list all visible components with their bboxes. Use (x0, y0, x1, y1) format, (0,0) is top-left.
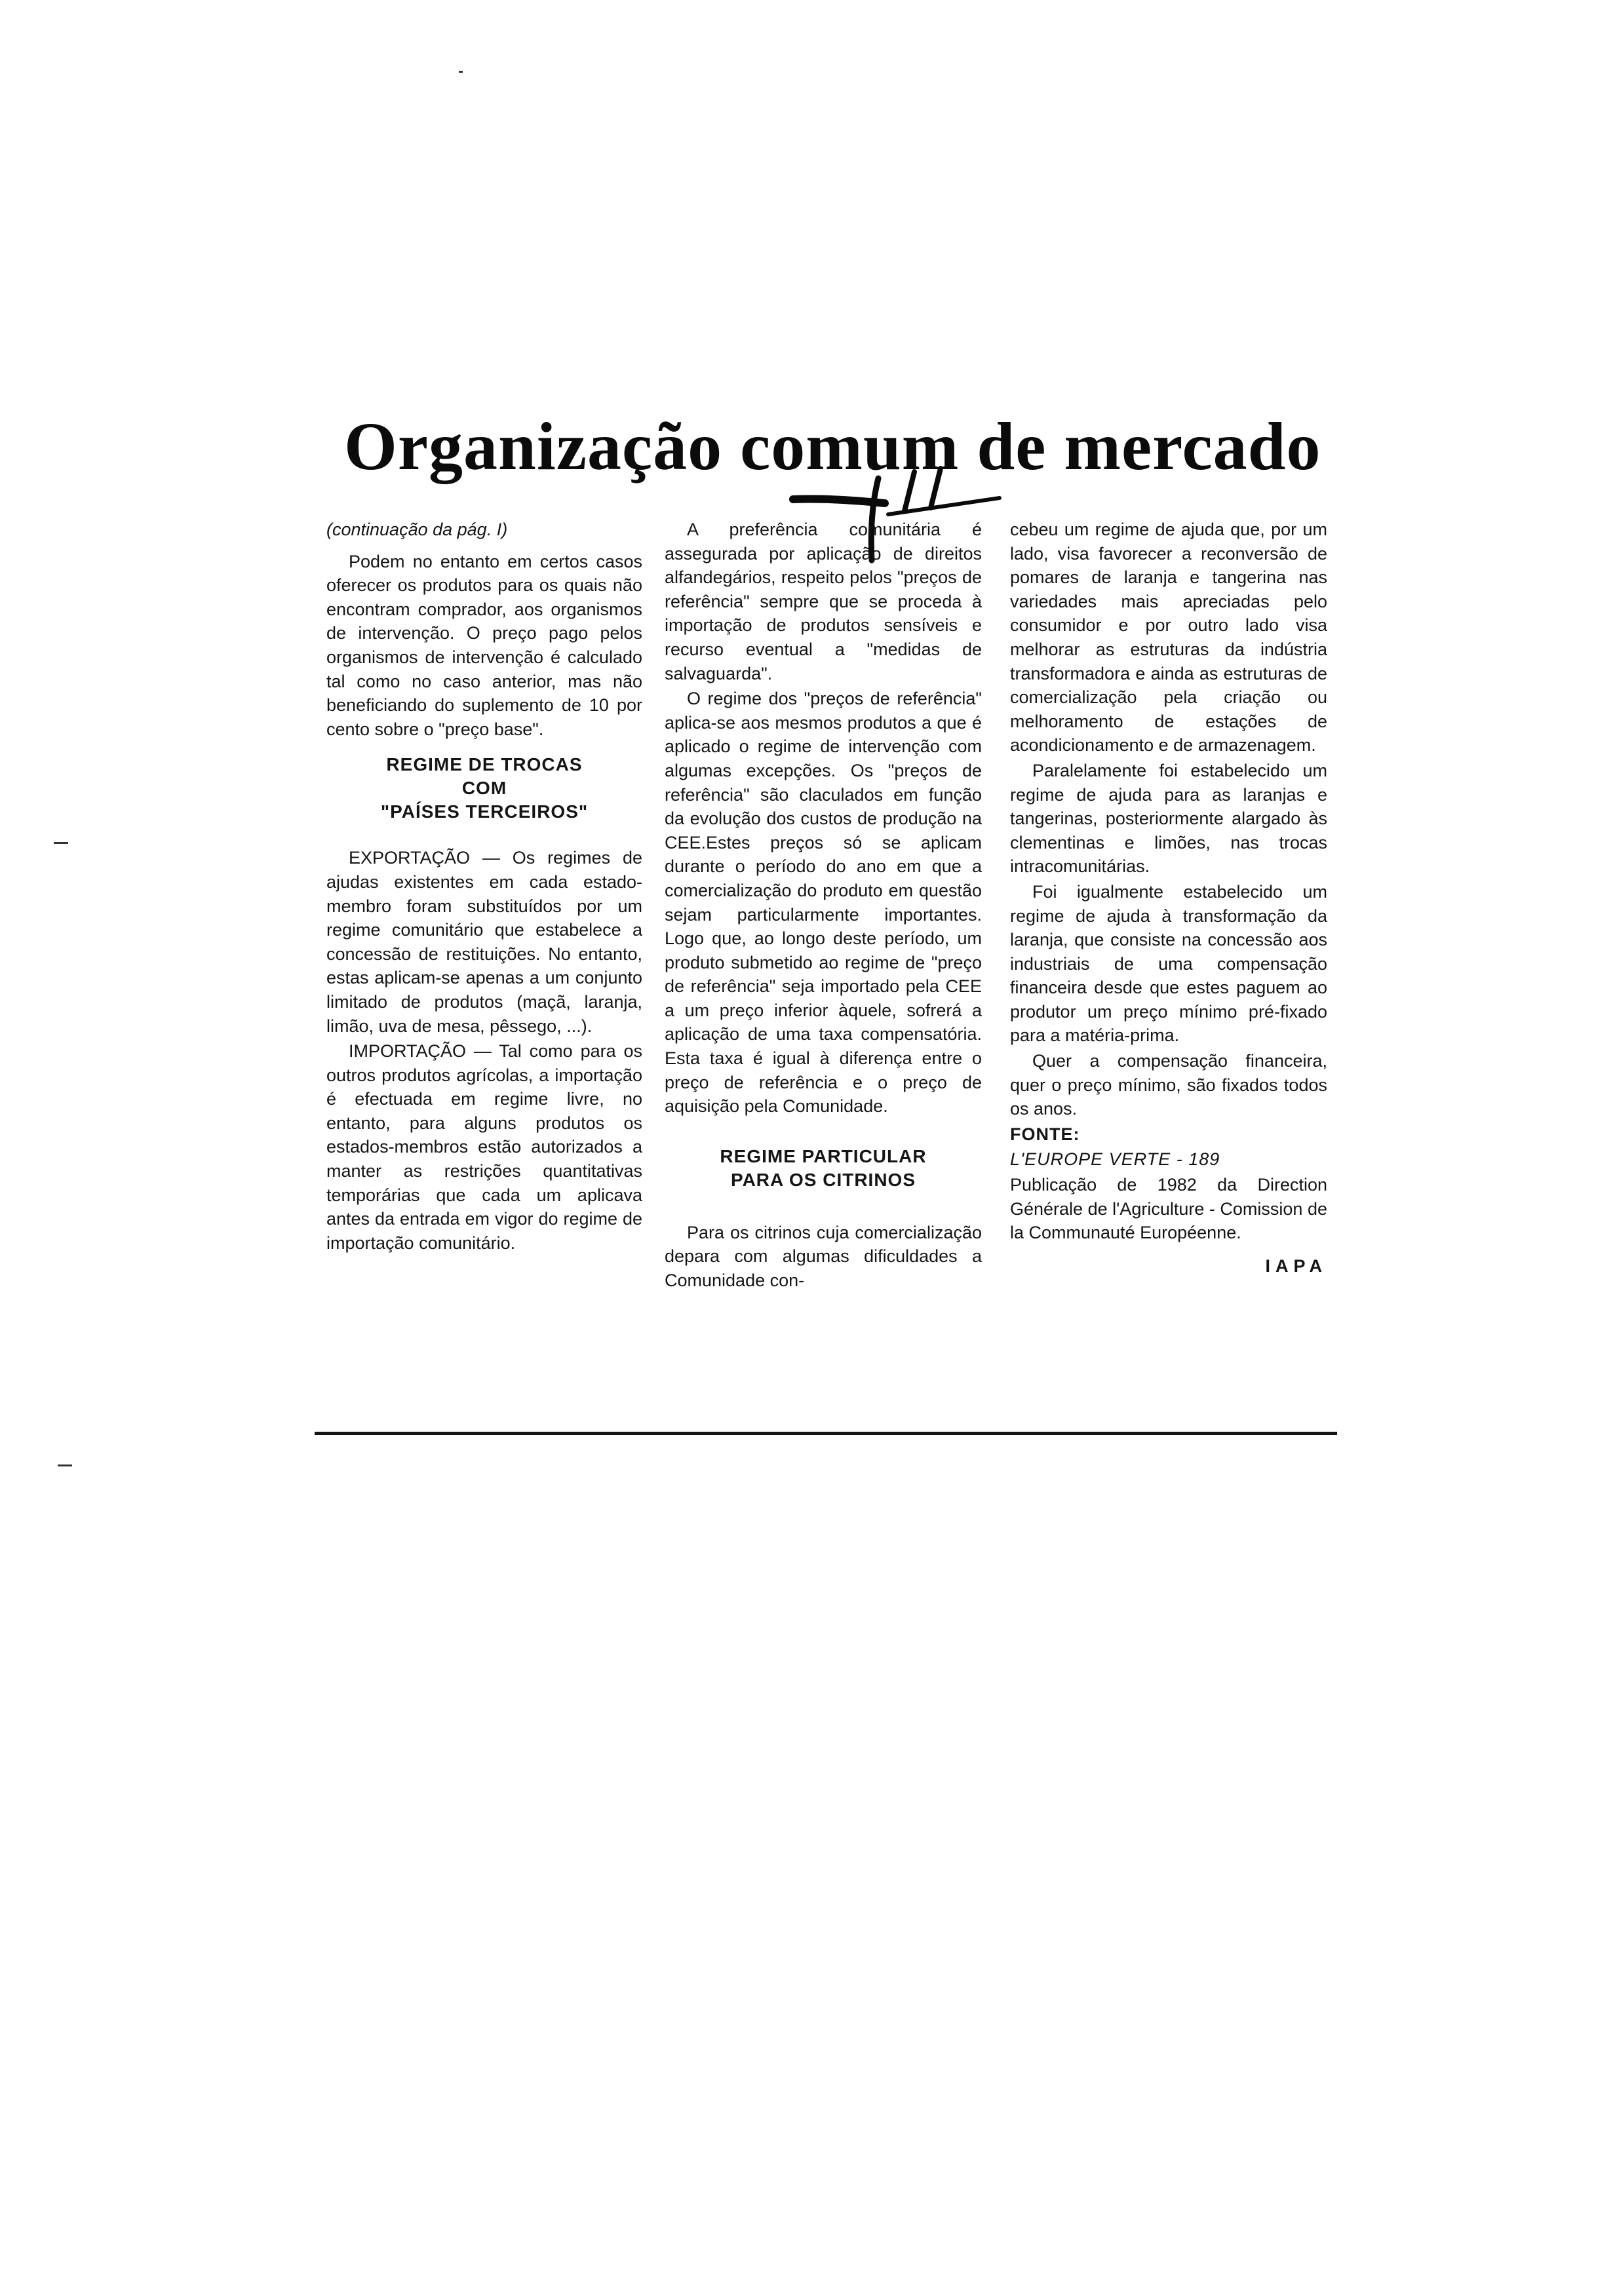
scan-speck (54, 842, 68, 844)
article-column-2 (665, 518, 982, 1294)
article-column-1 (326, 518, 642, 1256)
section-title-line: COM (461, 778, 507, 799)
article-headline: Organização comum de mercado (344, 409, 1321, 484)
paragraph: Podem no entanto em certos casos oferecer os produtos para os quais não encontram comprador, aos organismos de intervenção. O preço pago pelos organismos de intervenção é calculado tal como no caso anterior, mas não beneficiando do suplemento de 10 por cento sobre o "preço base". (326, 551, 642, 739)
source-text: Publicação de 1982 da Direction Générale de l'Agriculture - Comission de la Communauté Européenne. (1010, 1175, 1327, 1243)
section-title-trade (326, 753, 642, 824)
section-title-line: REGIME PARTICULAR (720, 1145, 927, 1166)
section-title-citrus (665, 1145, 982, 1192)
source-label: FONTE: (1010, 1124, 1080, 1144)
author-signature: IAPA (1265, 1255, 1327, 1276)
paragraph: cebeu um regime de ajuda que, por um lado, visa favorecer a reconversão de pomares de laranja e tangerina nas variedades mais apreciadas pelo consumidor e por outro lado visa melhorar as estruturas da indústria transformadora e ainda as estruturas de comercialização pela criação ou melhoramento de estações de acondicionamento e de armazenagem. (1010, 520, 1327, 756)
paragraph-import: IMPORTAÇÃO — Tal como para os outros produtos agrícolas, a importação é efectuada em regime livre, no entanto, para alguns produtos os estados-membros estão autorizados a manter as restrições quantitativas temporárias que cada um aplicava antes da entrada em vigor do regime de importação comunitário. (326, 1041, 642, 1253)
article-column-3 (1010, 518, 1327, 1279)
paragraph-export: EXPORTAÇÃO — Os regimes de ajudas existentes em cada estado-membro foram substituídos por um regime comunitário que estabelece a concessão de restituições. No entanto, estas aplicam-se apenas a um conjunto limitado de produtos (maçã, laranja, limão, uva de mesa, pêssego, ...). (326, 848, 642, 1036)
source-publication: L'EUROPE VERTE - 189 (1010, 1149, 1220, 1170)
bottom-rule (315, 1432, 1337, 1435)
paragraph: Quer a compensação financeira, quer o preço mínimo, são fixados todos os anos. (1010, 1051, 1327, 1119)
scan-speck (58, 1464, 72, 1466)
paragraph: Paralelamente foi estabelecido um regime de ajuda para as laranjas e tangerinas, posteriormente alargado às clementinas e limões, nas trocas intracomunitárias. (1010, 760, 1327, 877)
paragraph: A preferência comunitária é assegurada por aplicação de direitos alfandegários, respeito pelos "preços de referência" sempre que se proceda à importação de produtos sensíveis e recurso eventual a "medidas de salvaguarda". (665, 520, 982, 683)
paragraph: Para os citrinos cuja comercialização depara com algumas dificuldades a Comunidade con- (665, 1222, 982, 1291)
scan-speck (459, 71, 463, 73)
paragraph: Foi igualmente estabelecido um regime de ajuda à transformação da laranja, que consiste na concessão aos industriais de uma compensação financeira desde que estes paguem ao produtor um preço mínimo pré-fixado para a matéria-prima. (1010, 881, 1327, 1046)
continuation-note: (continuação da pág. I) (326, 520, 508, 539)
paragraph: O regime dos "preços de referência" aplica-se aos mesmos produtos a que é aplicado o regime de intervenção com algumas excepções. Os "preços de referência" são claculados em função da evolução dos custos de produção na CEE.Estes preços só se aplicam durante o período do ano em que a comercialização do produto em questão sejam particularmente importantes. Logo que, ao longo deste período, um produto submetido ao regime de "preço de referência" seja importado pela CEE a um preço inferior àquele, sofrerá a aplicação de uma taxa compensatória. Esta taxa é igual à diferença entre o preço de referência e o preço de aquisição pela Comunidade. (665, 689, 982, 1117)
section-title-line: "PAÍSES TERCEIROS" (380, 801, 589, 822)
section-title-line: REGIME DE TROCAS (386, 754, 583, 775)
section-title-line: PARA OS CITRINOS (730, 1169, 916, 1190)
